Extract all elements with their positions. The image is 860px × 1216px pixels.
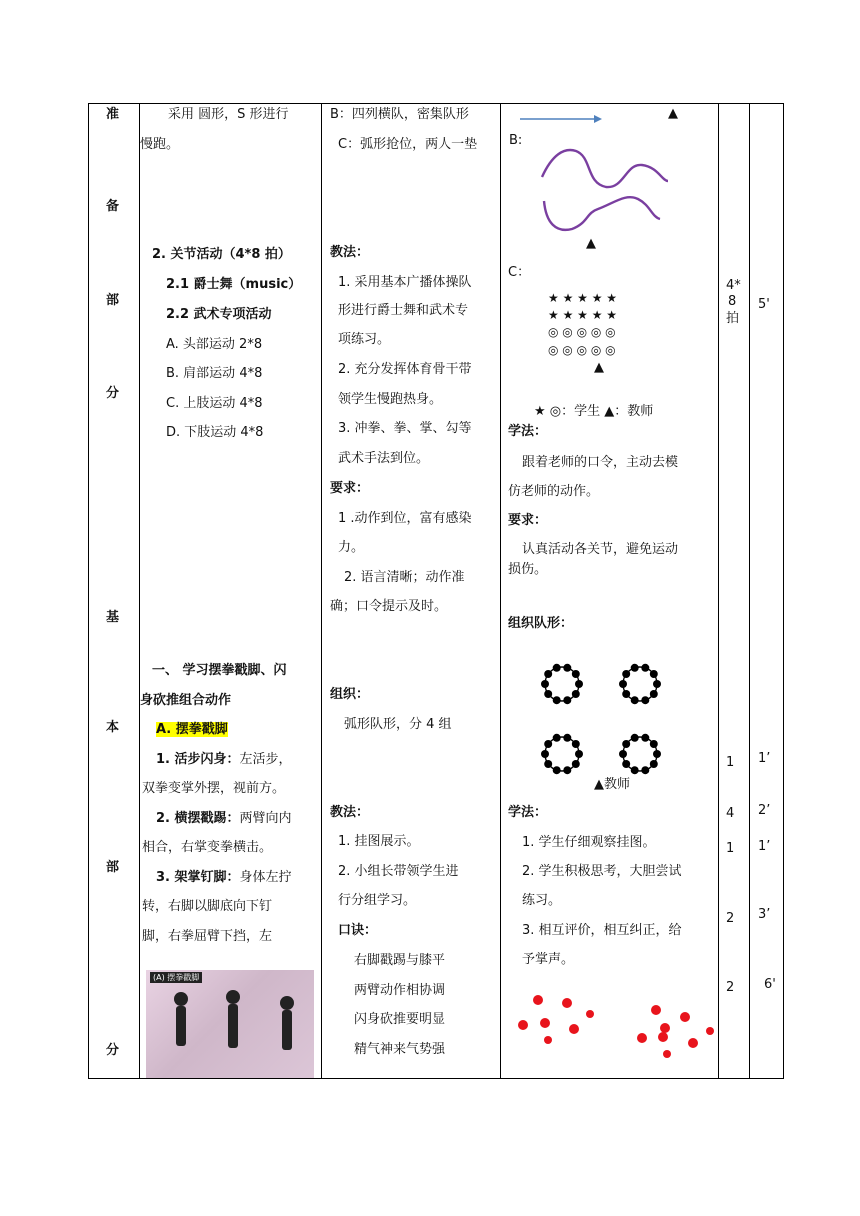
student-dot [575,680,583,688]
count-num: 1 [726,841,735,856]
student-dot [631,766,639,774]
student-dot [651,1005,661,1015]
learn-head: 学法： [508,424,548,439]
step-2-cont: 相合，右掌变拳横击。 [142,840,273,855]
step-1 [156,749,292,771]
teach-line: 1. 采用基本广播体操队 [338,275,472,290]
figure-head-2 [226,990,240,1004]
learn-line: 仿老师的动作。 [508,484,600,499]
org-text: 弧形队形，分 4 组 [344,717,452,732]
student-dot [553,696,561,704]
student-dot [540,1018,550,1028]
step-3-label: 3. 架掌钉脚： [156,870,240,885]
student-dot [544,740,552,748]
section-label-3: 部 [106,293,120,308]
count-b: 8 [728,294,737,309]
step-1-cont: 双拳变掌外摆，视前方。 [142,781,286,796]
student-dot [586,1010,594,1018]
time-num: 3’ [758,907,771,922]
section-label-5: 基 [106,610,120,625]
main-title-1: 一、 学习摆拳戳脚、闪 [152,663,287,678]
photo-caption: (A) 摆拳戳脚 [150,972,202,983]
learn2-line: 2. 学生积极思考，大胆尝试 [522,864,682,879]
figure-head-1 [174,992,188,1006]
time-a: 5' [758,297,770,312]
student-dot [572,740,580,748]
joint-title: 2. 关节活动（4*8 拍） [152,247,291,262]
teach2-line: 1. 挂图展示。 [338,834,420,849]
student-dot [553,734,561,742]
teach2-head: 教法： [330,805,370,820]
b-formation: B：四列横队，密集队形 [330,107,469,122]
step-3-text: 身体左拧 [239,870,292,885]
red-dots-diagram [510,985,716,1060]
student-dot [563,664,571,672]
snake-path-2 [544,197,660,230]
learn2-line: 3. 相互评价，相互纠正，给 [522,923,682,938]
student-dot [653,680,661,688]
student-dot [653,750,661,758]
step-2-label: 2. 横摆戳踢： [156,811,240,826]
form-head: 组织队形： [508,616,574,631]
student-dot [544,1036,552,1044]
student-dot [622,690,630,698]
student-dot [631,734,639,742]
student-dot [562,998,572,1008]
student-dot [641,766,649,774]
student-dot [680,1012,690,1022]
student-dot [572,690,580,698]
student-dot [650,740,658,748]
student-dot [631,696,639,704]
col-border-6 [783,103,784,1079]
step-3-cont2: 脚，右拳屈臂下挡，左 [142,929,273,944]
section-label-6: 本 [106,720,120,735]
teach-line: 2. 充分发挥体育骨干带 [338,362,472,377]
student-dot [641,696,649,704]
teach-line: 武术手法到位。 [338,451,430,466]
teach-line: 3. 冲拳、拳、掌、勾等 [338,421,472,436]
student-dot [541,750,549,758]
req-line: 力。 [338,540,365,555]
b-label: B: [509,133,523,148]
student-dot [553,664,561,672]
col-border-2 [321,103,322,1079]
student-dot [572,670,580,678]
student-dot [541,680,549,688]
jazz-item: 2.1 爵士舞（music） [166,277,302,292]
martial-arts-photo [146,970,314,1078]
student-dot [622,670,630,678]
student-dot [650,760,658,768]
section-label-2: 备 [106,199,120,214]
c-formation: C：弧形抢位，两人一垫 [338,137,478,152]
learn2-line: 予掌声。 [522,952,575,967]
col-border-1 [139,103,140,1079]
req2-line: 损伤。 [508,562,548,577]
student-dot [641,734,649,742]
time-num: 1’ [758,839,771,854]
student-dot [641,664,649,672]
count-c: 拍 [726,311,740,326]
teach-line: 形进行爵士舞和武术专 [338,303,469,318]
arrow-head-icon [594,115,602,123]
star-row: ★ ★ ★ ★ ★ [548,308,618,322]
circle-row: ◎ ◎ ◎ ◎ ◎ [548,343,616,357]
count-num: 2 [726,911,735,926]
step-2 [156,808,292,830]
step-3 [156,867,292,889]
learn-line: 跟着老师的口令，主动去模 [522,455,679,470]
figure-head-3 [280,996,294,1010]
teach2-line: 行分组学习。 [338,893,417,908]
figure-body-1 [176,1006,186,1046]
student-dot [544,690,552,698]
section-label-4: 分 [106,386,120,401]
student-dot [563,766,571,774]
student-dot [650,690,658,698]
req2-head: 要求： [508,513,548,528]
student-dot [563,696,571,704]
teach2-line: 2. 小组长带领学生进 [338,864,459,879]
rhyme-line: 右脚戳踢与膝平 [354,953,446,968]
star-row: ★ ★ ★ ★ ★ [548,291,618,305]
col-border-3 [500,103,501,1079]
student-dot [544,670,552,678]
student-dot [569,1024,579,1034]
student-dot [553,766,561,774]
wushu-item: 2.2 武术专项活动 [166,307,272,322]
student-dot [572,760,580,768]
student-dot [518,1020,528,1030]
student-dot [619,750,627,758]
section-label-1: 准 [106,107,120,122]
teacher-label: ▲教师 [594,777,630,792]
student-dot [637,1033,647,1043]
student-dot [658,1032,668,1042]
req2-line: 认真活动各关节，避免运动 [522,542,679,557]
student-dot [622,760,630,768]
step-3-cont: 转，右脚以脚底向下钉 [142,899,273,914]
prep-text-2: 慢跑。 [140,137,180,152]
student-dot [663,1050,671,1058]
student-dot [650,670,658,678]
rhyme-head: 口诀： [338,923,378,938]
list-item: B. 肩部运动 4*8 [166,366,263,381]
teach-line: 项练习。 [338,332,391,347]
count-num: 2 [726,980,735,995]
figure-body-3 [282,1010,292,1050]
student-dot [533,995,543,1005]
student-dot [619,680,627,688]
figure-body-2 [228,1004,238,1048]
circle-row: ◎ ◎ ◎ ◎ ◎ [548,325,616,339]
count-num: 1 [726,755,735,770]
rhyme-line: 两臂动作相协调 [354,983,446,998]
legend: ★ ◎：学生 ▲：教师 [534,404,654,419]
prep-text-1: 采用 圆形，S 形进行 [168,107,289,122]
teacher-triangle-icon: ▲ [594,360,604,375]
time-num: 2’ [758,803,771,818]
col-border-0 [88,103,89,1079]
req-line: 1 .动作到位，富有感染 [338,511,472,526]
student-dot [660,1023,670,1033]
learn2-line: 练习。 [522,893,562,908]
rhyme-line: 闪身砍推要明显 [354,1012,446,1027]
col-border-4 [718,103,719,1079]
rhyme-line: 精气神来气势强 [354,1042,446,1057]
c-label: C： [508,265,531,280]
teach-line: 领学生慢跑热身。 [338,392,443,407]
count-num: 4 [726,806,735,821]
count-a: 4* [726,278,741,293]
sub-a-highlight: A. 摆拳戳脚 [156,722,228,737]
time-num: 6' [764,977,776,992]
teacher-triangle-icon: ▲ [668,106,678,121]
org-head: 组织： [330,687,370,702]
student-dot [631,664,639,672]
teach-head: 教法： [330,245,370,260]
student-dot [575,750,583,758]
col-border-5 [749,103,750,1079]
teacher-triangle-icon: ▲ [586,236,596,251]
time-num: 1’ [758,751,771,766]
formation-diagram-b [502,105,716,255]
table-bottom-border [88,1078,784,1079]
student-dot [563,734,571,742]
section-label-8: 分 [106,1043,120,1058]
req-line: 确；口令提示及时。 [330,599,448,614]
list-item: A. 头部运动 2*8 [166,337,263,352]
req-line: 2. 语言清晰；动作准 [344,570,465,585]
student-dot [706,1027,714,1035]
learn2-head: 学法： [508,805,548,820]
list-item: D. 下肢运动 4*8 [166,425,264,440]
snake-path-1 [542,150,668,187]
step-1-label: 1. 活步闪身： [156,752,240,767]
student-dot [622,740,630,748]
student-dot [688,1038,698,1048]
req-head: 要求： [330,481,370,496]
ring-formation-diagram [540,654,670,779]
learn2-line: 1. 学生仔细观察挂图。 [522,835,656,850]
list-item: C. 上肢运动 4*8 [166,396,263,411]
sub-a [156,719,228,741]
main-title-2: 身砍推组合动作 [140,693,232,708]
step-2-text: 两臂向内 [239,811,292,826]
step-1-text: 左活步， [239,752,292,767]
section-label-7: 部 [106,860,120,875]
student-dot [544,760,552,768]
